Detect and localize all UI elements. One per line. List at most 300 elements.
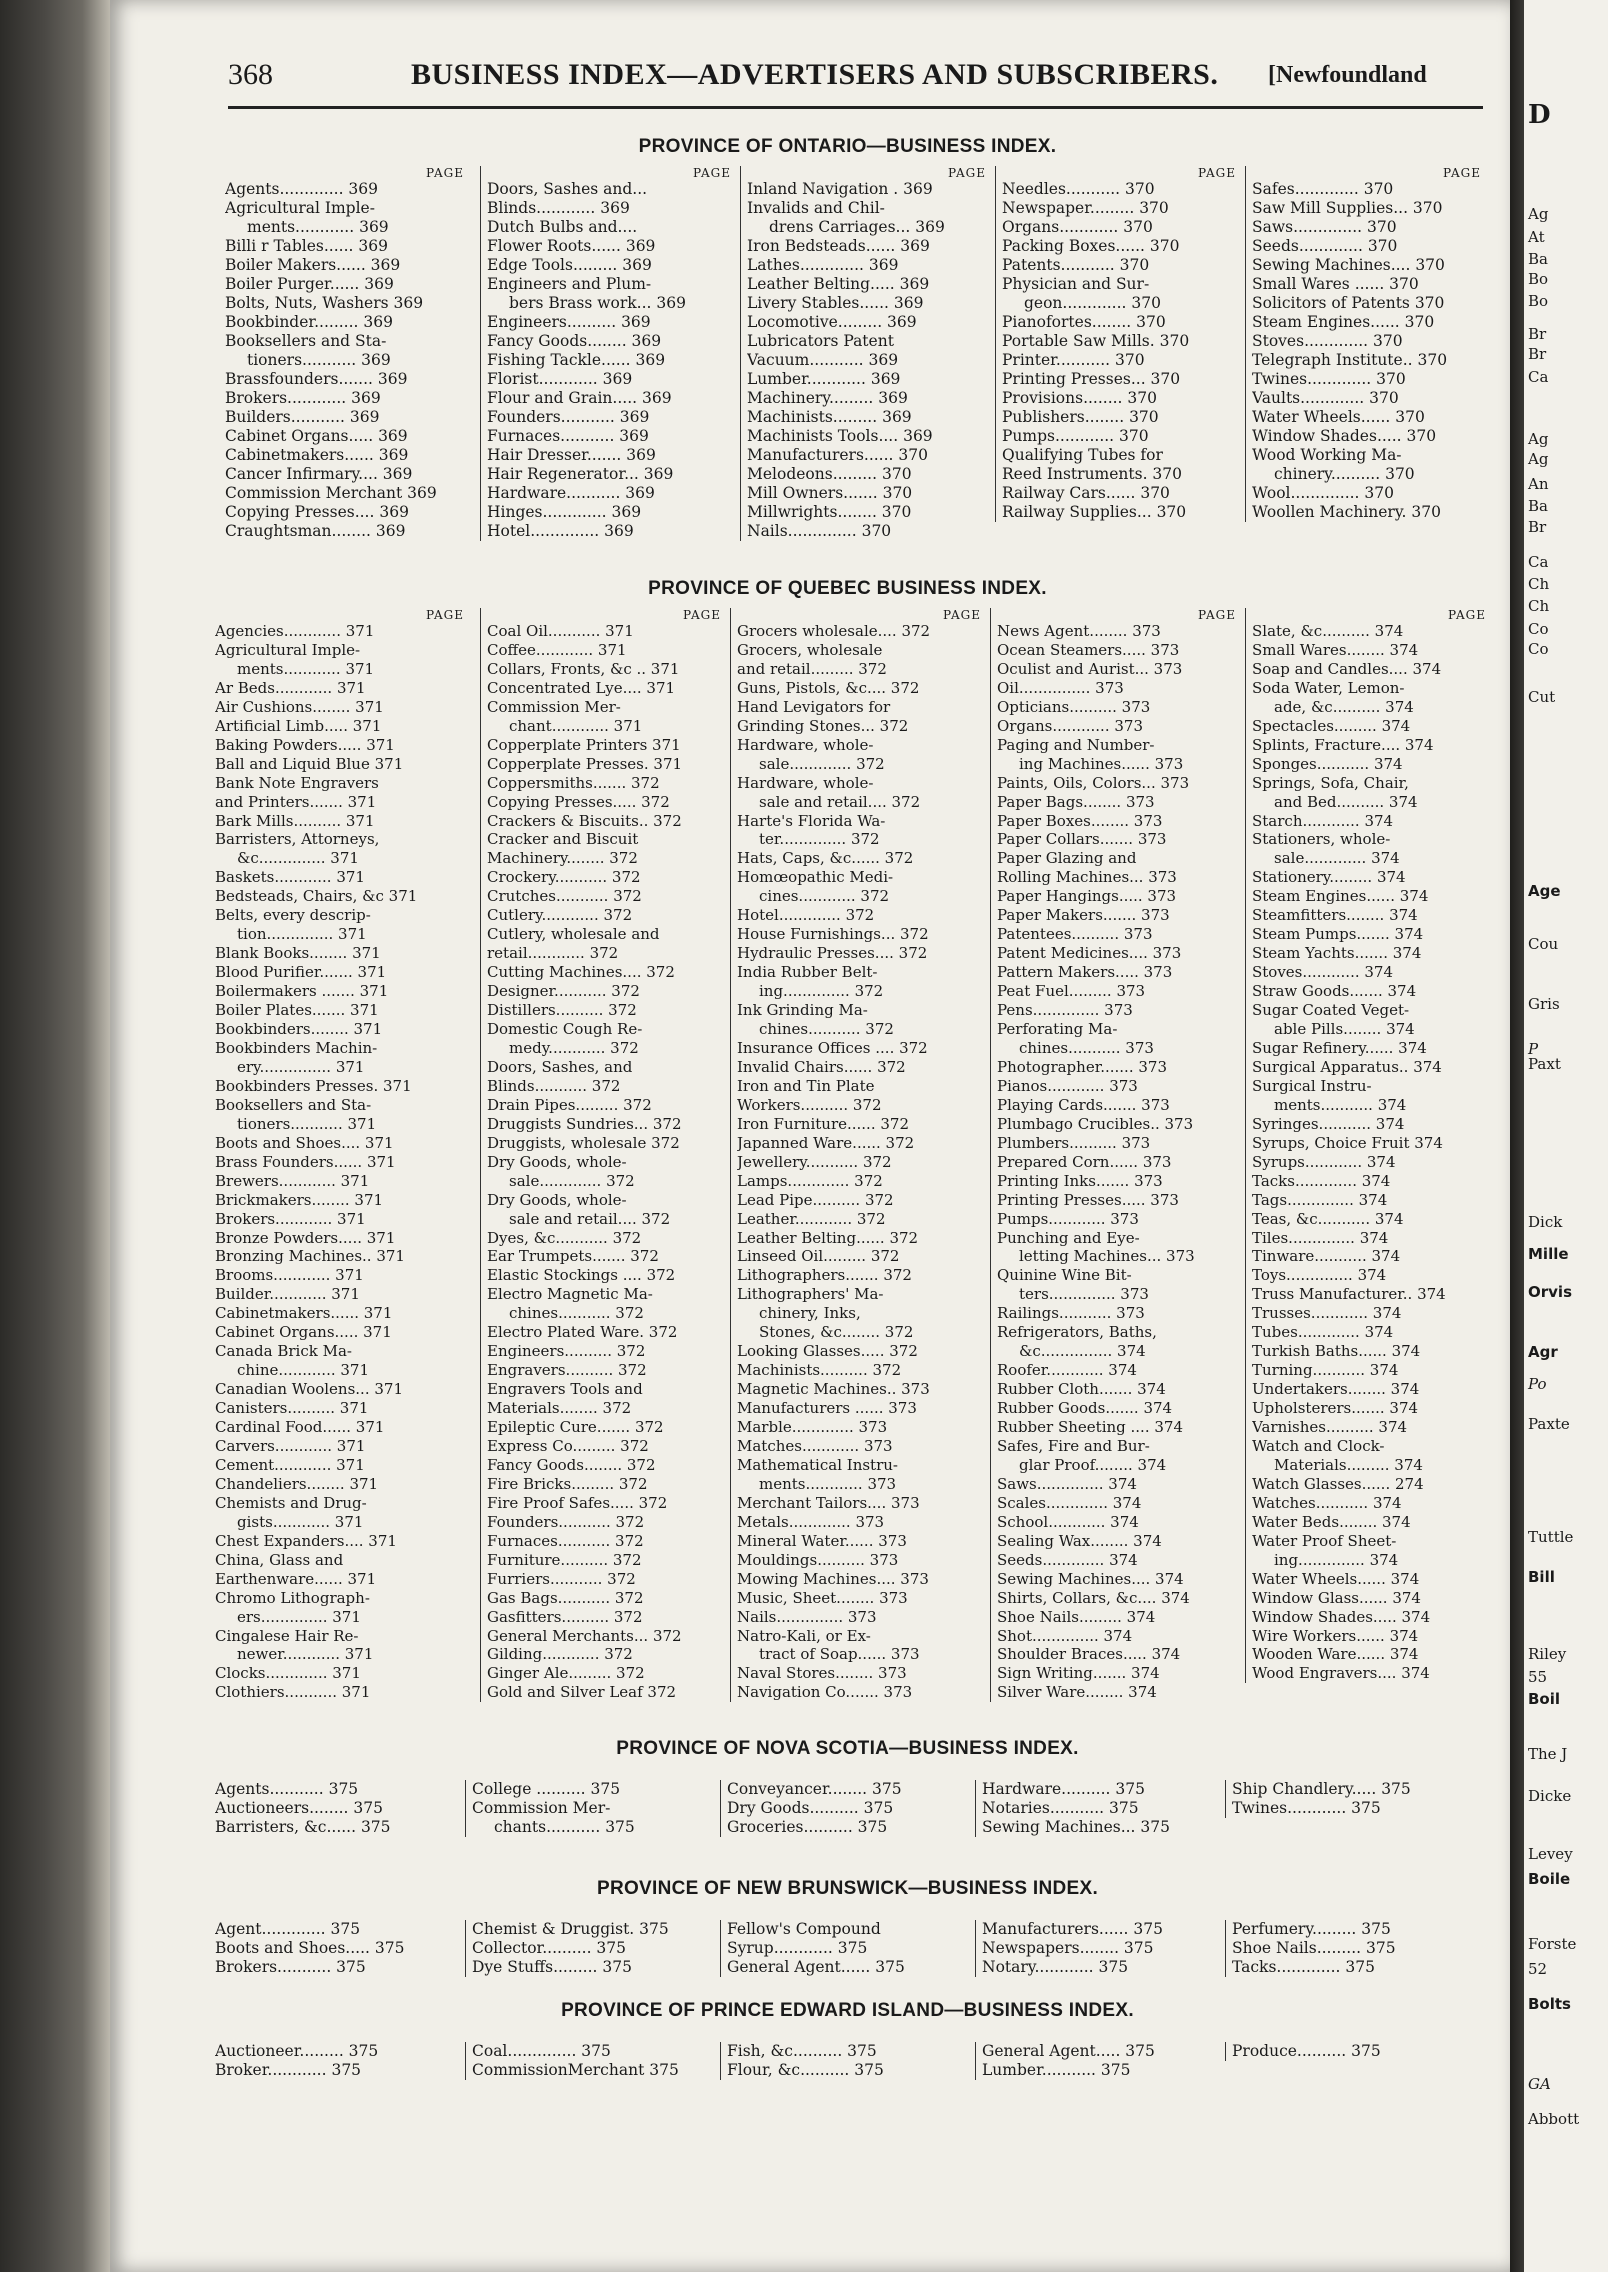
adjacent-page-fragment: Tuttle <box>1528 1528 1574 1546</box>
index-entry: Ink Grinding Ma- <box>737 1001 868 1020</box>
index-entry: Packing Boxes...... 370 <box>1002 237 1180 255</box>
index-entry: Agents............. 369 <box>225 180 379 198</box>
index-entry: Booksellers and Sta- <box>215 1095 372 1114</box>
index-column <box>1245 608 1492 1683</box>
index-entry: News Agent........ 373 <box>997 622 1161 640</box>
section-title: PROVINCE OF NEW BRUNSWICK—BUSINESS INDEX. <box>596 1878 1099 1899</box>
index-entry: Notaries........... 375 <box>982 1799 1139 1817</box>
index-entry: Portable Saw Mills. 370 <box>1002 332 1190 350</box>
index-entry: Chromo Lithograph- <box>215 1588 370 1607</box>
index-entry: Cabinet Organs..... 371 <box>215 1323 392 1342</box>
index-entry: ery............... 371 <box>237 1057 365 1076</box>
index-entry: ments............ 371 <box>237 659 375 678</box>
index-entry: Saws.............. 370 <box>1252 218 1397 236</box>
index-entry: Fellow's Compound <box>727 1920 881 1938</box>
index-entry: Stones, &c........ 372 <box>759 1323 914 1342</box>
adjacent-page-fragment: The J <box>1528 1745 1568 1763</box>
index-entry: Cancer Infirmary.... 369 <box>225 465 413 483</box>
index-entry: Booksellers and Sta- <box>225 332 387 350</box>
index-entry: Fishing Tackle...... 369 <box>487 351 666 369</box>
index-entry: Canada Brick Ma- <box>215 1342 352 1361</box>
adjacent-page-fragment: P <box>1528 1040 1539 1058</box>
index-entry: Coal Oil........... 371 <box>487 622 634 640</box>
index-entry: Edge Tools......... 369 <box>487 256 652 274</box>
index-entry: Boilermakers ....... 371 <box>215 982 389 1001</box>
index-entry: Furnaces........... 372 <box>487 1531 644 1550</box>
index-entry: Barristers, Attorneys, <box>215 830 380 849</box>
index-entry: Dry Goods.......... 375 <box>727 1799 894 1817</box>
adjacent-page-fragment: Po <box>1528 1375 1547 1393</box>
index-entry: Brokers........... 375 <box>215 1958 366 1976</box>
index-entry: Leather Belting..... 369 <box>747 275 930 293</box>
index-entry: Machinists Tools.... 369 <box>747 427 933 445</box>
index-entry: Dye Stuffs......... 375 <box>472 1958 632 1976</box>
index-entry: Shirts, Collars, &c.... 374 <box>997 1588 1190 1607</box>
index-entry: Hats, Caps, &c...... 372 <box>737 849 914 868</box>
index-entry: Founders........... 369 <box>487 408 650 426</box>
adjacent-page-fragment: Levey <box>1528 1845 1573 1863</box>
index-entry: Domestic Cough Re- <box>487 1020 643 1039</box>
index-entry: tract of Soap...... 373 <box>759 1645 920 1664</box>
index-entry: Water Beds........ 374 <box>1252 1512 1411 1531</box>
index-entry: General Agent..... 375 <box>982 2042 1155 2060</box>
index-entry: Coal.............. 375 <box>472 2042 611 2060</box>
index-entry: cines............ 372 <box>759 887 890 906</box>
index-entry: Coppersmiths....... 372 <box>487 773 660 792</box>
index-entry: tioners........... 371 <box>237 1114 377 1133</box>
index-entry: Notary............ 375 <box>982 1958 1129 1976</box>
index-entry: Patentees.......... 373 <box>997 925 1153 944</box>
index-entry: Navigation Co....... 373 <box>737 1683 913 1702</box>
index-entry: Mineral Water...... 373 <box>737 1531 907 1550</box>
index-entry: Hair Regenerator... 369 <box>487 465 674 483</box>
adjacent-page-fragment: Br <box>1528 325 1547 343</box>
index-column <box>975 1920 1222 1977</box>
index-entry: Cement............ 371 <box>215 1455 365 1474</box>
index-entry: Railway Supplies... 370 <box>1002 503 1187 521</box>
index-entry: Boots and Shoes..... 375 <box>215 1939 405 1957</box>
index-entry: Copperplate Presses. 371 <box>487 754 683 773</box>
index-entry: Gilding............ 372 <box>487 1645 633 1664</box>
adjacent-page-fragment: GA <box>1528 2075 1551 2093</box>
index-entry: Tacks............. 375 <box>1232 1958 1375 1976</box>
adjacent-page-fragment: Cut <box>1528 688 1556 706</box>
adjacent-page-fragment: Mille <box>1528 1245 1569 1263</box>
index-entry: drens Carriages... 369 <box>769 218 945 236</box>
index-entry: Agricultural Imple- <box>225 199 375 217</box>
index-entry: Wood Working Ma- <box>1252 446 1402 464</box>
index-column <box>215 1780 455 1837</box>
index-column <box>975 1780 1222 1837</box>
index-entry: Cabinet Organs..... 369 <box>225 427 408 445</box>
index-entry: Guns, Pistols, &c.... 372 <box>737 678 920 697</box>
index-entry: Bookbinders Presses. 371 <box>215 1076 412 1095</box>
index-entry: Blank Books........ 371 <box>215 944 381 963</box>
index-entry: Hotel............. 372 <box>737 906 875 925</box>
index-entry: newer............ 371 <box>237 1645 374 1664</box>
index-entry: Blinds........... 372 <box>487 1076 621 1095</box>
index-entry: sale and retail.... 372 <box>509 1209 671 1228</box>
index-entry: Lithographers....... 372 <box>737 1266 912 1285</box>
index-entry: Carvers............ 371 <box>215 1436 366 1455</box>
index-entry: Saw Mill Supplies... 370 <box>1252 199 1443 217</box>
index-entry: Chemists and Drug- <box>215 1493 367 1512</box>
index-entry: Splints, Fracture.... 374 <box>1252 735 1434 754</box>
index-entry: Starch............ 374 <box>1252 811 1394 830</box>
index-entry: Melodeons......... 370 <box>747 465 912 483</box>
index-entry: Cutlery............ 372 <box>487 906 633 925</box>
index-entry: Brewers............ 371 <box>215 1171 370 1190</box>
index-entry: Sewing Machines... 375 <box>982 1818 1170 1836</box>
index-entry: glar Proof........ 374 <box>1019 1455 1167 1474</box>
adjacent-page-fragment: 52 <box>1528 1960 1548 1978</box>
index-entry: Scales............. 374 <box>997 1493 1142 1512</box>
page-column-label: PAGE <box>1198 608 1236 622</box>
index-entry: Punching and Eye- <box>997 1228 1140 1247</box>
index-entry: Publishers........ 370 <box>1002 408 1159 426</box>
index-entry: Hydraulic Presses.... 372 <box>737 944 928 963</box>
index-entry: Hardware........... 369 <box>487 484 655 502</box>
running-head-province: [Newfoundland <box>1268 62 1427 88</box>
index-entry: Manufacturers...... 375 <box>982 1920 1163 1938</box>
index-entry: Engravers.......... 372 <box>487 1361 647 1380</box>
index-entry: Water Wheels...... 370 <box>1252 408 1425 426</box>
index-entry: Varnishes.......... 374 <box>1252 1418 1408 1437</box>
index-entry: Paging and Number- <box>997 735 1155 754</box>
index-entry: Stationery......... 374 <box>1252 868 1406 887</box>
index-entry: Clocks............. 371 <box>215 1664 361 1683</box>
index-entry: Bookbinders Machin- <box>215 1038 378 1057</box>
index-entry: Canadian Woolens... 371 <box>215 1380 403 1399</box>
index-entry: Bookbinders........ 371 <box>215 1020 383 1039</box>
index-column <box>1245 166 1487 522</box>
index-entry: Machinists.......... 372 <box>737 1361 902 1380</box>
index-entry: Builders........... 369 <box>225 408 380 426</box>
index-entry: Watch and Clock- <box>1252 1436 1385 1455</box>
index-entry: Cabinetmakers...... 369 <box>225 446 409 464</box>
index-entry: Lathes............. 369 <box>747 256 899 274</box>
index-entry: sale............. 372 <box>509 1171 635 1190</box>
index-entry: Harte's Florida Wa- <box>737 811 886 830</box>
index-entry: Mowing Machines.... 373 <box>737 1569 929 1588</box>
index-column <box>215 1920 455 1977</box>
index-entry: Soda Water, Lemon- <box>1252 678 1405 697</box>
index-entry: Cutlery, wholesale and <box>487 925 660 944</box>
index-entry: Printing Presses... 370 <box>1002 370 1181 388</box>
index-entry: Pumps............ 373 <box>997 1209 1139 1228</box>
index-entry: Chandeliers........ 371 <box>215 1474 379 1493</box>
index-entry: Watch Glasses...... 274 <box>1252 1474 1424 1493</box>
index-entry: Pianofortes........ 370 <box>1002 313 1166 331</box>
index-entry: India Rubber Belt- <box>737 963 878 982</box>
index-entry: Chest Expanders.... 371 <box>215 1531 397 1550</box>
index-entry: Dyes, &c........... 372 <box>487 1228 642 1247</box>
index-entry: Commission Merchant 369 <box>225 484 437 502</box>
index-entry: Needles........... 370 <box>1002 180 1155 198</box>
adjacent-page-fragment: Bolts <box>1528 1995 1571 2013</box>
index-entry: retail............ 372 <box>487 944 619 963</box>
index-entry: Sugar Coated Veget- <box>1252 1001 1410 1020</box>
index-entry: Sealing Wax........ 374 <box>997 1531 1162 1550</box>
index-entry: able Pills........ 374 <box>1274 1020 1415 1039</box>
index-entry: Jewellery........... 372 <box>737 1152 892 1171</box>
index-entry: Boiler Plates....... 371 <box>215 1001 379 1020</box>
index-entry: ters.............. 373 <box>1019 1285 1149 1304</box>
index-entry: Undertakers........ 374 <box>1252 1380 1420 1399</box>
index-entry: Blinds............ 369 <box>487 199 630 217</box>
index-entry: Ear Trumpets....... 372 <box>487 1247 659 1266</box>
page-column-label: PAGE <box>948 166 986 180</box>
index-entry: chinery, Inks, <box>759 1304 861 1323</box>
section-title: PROVINCE OF PRINCE EDWARD ISLAND—BUSINESS INDEX. <box>561 2000 1134 2021</box>
adjacent-page-fragment: Dicke <box>1528 1787 1572 1805</box>
index-entry: tion.............. 371 <box>237 925 367 944</box>
index-entry: Lumber........... 375 <box>982 2061 1131 2079</box>
index-entry: Tiles.............. 374 <box>1252 1228 1389 1247</box>
index-entry: Bolts, Nuts, Washers 369 <box>225 294 424 312</box>
index-entry: Steamfitters........ 374 <box>1252 906 1418 925</box>
index-entry: &c.............. 371 <box>237 849 359 868</box>
index-entry: Grocers, wholesale <box>737 640 883 659</box>
index-entry: Doors, Sashes and... <box>487 180 648 198</box>
adjacent-page-fragment: Br <box>1528 518 1547 536</box>
index-entry: Bedsteads, Chairs, &c 371 <box>215 887 418 906</box>
index-entry: Founders........... 372 <box>487 1512 645 1531</box>
index-entry: Dutch Bulbs and.... <box>487 218 638 236</box>
index-entry: Nails.............. 370 <box>747 522 892 540</box>
index-entry: Brickmakers........ 371 <box>215 1190 384 1209</box>
index-entry: Dry Goods, whole- <box>487 1190 627 1209</box>
adjacent-page-fragment: Age <box>1528 882 1561 900</box>
index-entry: Workers.......... 372 <box>737 1095 882 1114</box>
index-entry: Brassfounders....... 369 <box>225 370 408 388</box>
index-entry: Ship Chandlery..... 375 <box>1232 1780 1411 1798</box>
index-entry: Furriers........... 372 <box>487 1569 636 1588</box>
index-entry: Bank Note Engravers <box>215 773 379 792</box>
page-column-label: PAGE <box>426 166 464 180</box>
adjacent-page-fragment: Ch <box>1528 575 1550 593</box>
index-entry: Teas, &c........... 374 <box>1252 1209 1404 1228</box>
index-entry: Insurance Offices .... 372 <box>737 1038 928 1057</box>
index-entry: Opticians.......... 373 <box>997 697 1151 716</box>
index-entry: Crockery........... 372 <box>487 868 641 887</box>
index-entry: Machinery........ 372 <box>487 849 638 868</box>
index-entry: ments........... 374 <box>1274 1095 1407 1114</box>
index-entry: Turning........... 374 <box>1252 1361 1399 1380</box>
index-entry: Paper Bags........ 373 <box>997 792 1155 811</box>
index-entry: Sponges........... 374 <box>1252 754 1403 773</box>
index-entry: Surgical Apparatus.. 374 <box>1252 1057 1442 1076</box>
index-entry: Gas Bags........... 372 <box>487 1588 644 1607</box>
page-column-label: PAGE <box>426 608 464 622</box>
index-entry: Collars, Fronts, &c .. 371 <box>487 659 680 678</box>
adjacent-page-fragment: Ca <box>1528 553 1549 571</box>
index-entry: Trusses............ 374 <box>1252 1304 1402 1323</box>
index-entry: Safes, Fire and Bur- <box>997 1436 1150 1455</box>
index-entry: Epileptic Cure....... 372 <box>487 1418 664 1437</box>
index-entry: Sewing Machines.... 370 <box>1252 256 1445 274</box>
index-entry: Springs, Sofa, Chair, <box>1252 773 1409 792</box>
index-entry: Truss Manufacturer.. 374 <box>1252 1285 1446 1304</box>
index-entry: ments............ 369 <box>247 218 389 236</box>
index-entry: Wire Workers...... 374 <box>1252 1626 1419 1645</box>
index-entry: and retail......... 372 <box>737 659 887 678</box>
index-entry: chines........... 372 <box>759 1020 894 1039</box>
index-entry: Builder............ 371 <box>215 1285 360 1304</box>
index-entry: Blood Purifier....... 371 <box>215 963 387 982</box>
index-entry: Gasfitters.......... 372 <box>487 1607 643 1626</box>
index-entry: Lumber............ 369 <box>747 370 901 388</box>
index-entry: Fancy Goods........ 372 <box>487 1455 656 1474</box>
index-entry: chines........... 373 <box>1019 1038 1154 1057</box>
index-entry: geon............. 370 <box>1024 294 1161 312</box>
index-entry: Refrigerators, Baths, <box>997 1323 1157 1342</box>
index-entry: Pattern Makers..... 373 <box>997 963 1173 982</box>
adjacent-page-fragment: Ca <box>1528 368 1549 386</box>
index-entry: Seeds............. 370 <box>1252 237 1398 255</box>
index-entry: Window Shades..... 370 <box>1252 427 1437 445</box>
adjacent-page-fragment: Paxte <box>1528 1415 1570 1433</box>
index-entry: Japanned Ware...... 372 <box>737 1133 915 1152</box>
index-entry: Small Wares........ 374 <box>1252 640 1419 659</box>
index-entry: Twines............. 370 <box>1252 370 1406 388</box>
index-entry: Designer........... 372 <box>487 982 640 1001</box>
index-entry: Twines............ 375 <box>1232 1799 1381 1817</box>
adjacent-page-fragment: Ag <box>1528 450 1549 468</box>
index-entry: ing Machines...... 373 <box>1019 754 1184 773</box>
index-column <box>990 608 1242 1702</box>
index-entry: Auctioneers........ 375 <box>215 1799 383 1817</box>
index-entry: Agencies............ 371 <box>215 622 375 640</box>
index-entry: Patents........... 370 <box>1002 256 1150 274</box>
index-entry: Brass Founders...... 371 <box>215 1152 396 1171</box>
index-entry: Pens.............. 373 <box>997 1001 1133 1020</box>
index-entry: Electro Magnetic Ma- <box>487 1285 653 1304</box>
index-entry: China, Glass and <box>215 1550 344 1569</box>
index-entry: Groceries.......... 375 <box>727 1818 888 1836</box>
index-entry: Vacuum........... 369 <box>747 351 899 369</box>
index-entry: Crutches........... 372 <box>487 887 642 906</box>
adjacent-page-fragment: Agr <box>1528 1343 1558 1361</box>
index-entry: Railings........... 373 <box>997 1304 1145 1323</box>
index-entry: Engineers.......... 369 <box>487 313 651 331</box>
index-entry: Conveyancer........ 375 <box>727 1780 902 1798</box>
index-entry: Auctioneer......... 375 <box>215 2042 379 2060</box>
index-entry: Mouldings.......... 373 <box>737 1550 899 1569</box>
index-column <box>465 1920 717 1977</box>
index-entry: Lubricators Patent <box>747 332 894 350</box>
index-entry: Agents........... 375 <box>215 1780 359 1798</box>
index-entry: Provisions........ 370 <box>1002 389 1157 407</box>
index-entry: Bookbinder......... 369 <box>225 313 393 331</box>
index-entry: Clothiers........... 371 <box>215 1683 371 1702</box>
index-entry: Copperplate Printers 371 <box>487 735 681 754</box>
index-entry: Commission Mer- <box>487 697 621 716</box>
page-column-label: PAGE <box>1443 166 1481 180</box>
index-entry: Oculist and Aurist... 373 <box>997 659 1183 678</box>
index-entry: Playing Cards....... 373 <box>997 1095 1170 1114</box>
index-entry: Invalid Chairs...... 372 <box>737 1057 906 1076</box>
index-column <box>1225 2042 1472 2061</box>
index-entry: Wooden Ware...... 374 <box>1252 1645 1419 1664</box>
adjacent-page-fragment: Paxt <box>1528 1055 1561 1073</box>
index-entry: Straw Goods....... 374 <box>1252 982 1417 1001</box>
index-column <box>730 608 987 1702</box>
index-entry: Steam Pumps....... 374 <box>1252 925 1424 944</box>
index-entry: bers Brass work... 369 <box>509 294 686 312</box>
index-entry: Fire Proof Safes..... 372 <box>487 1493 668 1512</box>
index-entry: Oil............... 373 <box>997 678 1124 697</box>
index-entry: Tacks............. 374 <box>1252 1171 1391 1190</box>
index-entry: CommissionMerchant 375 <box>472 2061 679 2079</box>
index-entry: Flower Roots...... 369 <box>487 237 656 255</box>
index-entry: Engineers and Plum- <box>487 275 652 293</box>
index-entry: Invalids and Chil- <box>747 199 885 217</box>
index-entry: &c............... 374 <box>1019 1342 1146 1361</box>
index-entry: Tags.............. 374 <box>1252 1190 1388 1209</box>
adjacent-page-fragment: At <box>1528 228 1545 246</box>
adjacent-page-fragment: Boile <box>1528 1870 1571 1888</box>
book-binding <box>0 0 110 2272</box>
index-entry: ing.............. 372 <box>759 982 884 1001</box>
index-entry: Furnaces........... 369 <box>487 427 649 445</box>
index-entry: School............ 374 <box>997 1512 1139 1531</box>
index-entry: Roofer............ 374 <box>997 1361 1137 1380</box>
index-entry: Engineers.......... 372 <box>487 1342 646 1361</box>
page-number: 368 <box>228 58 273 91</box>
index-entry: Leather Belting...... 372 <box>737 1228 919 1247</box>
index-entry: Soap and Candles.... 374 <box>1252 659 1442 678</box>
index-entry: Ball and Liquid Blue 371 <box>215 754 404 773</box>
index-entry: Cardinal Food...... 371 <box>215 1418 385 1437</box>
index-entry: Matches............ 373 <box>737 1436 893 1455</box>
adjacent-page-fragment: Ch <box>1528 597 1550 615</box>
index-entry: Baking Powders..... 371 <box>215 735 395 754</box>
index-entry: Materials........ 372 <box>487 1399 632 1418</box>
index-entry: Marble............. 373 <box>737 1418 888 1437</box>
adjacent-page-fragment: Cou <box>1528 935 1559 953</box>
index-column <box>740 166 992 541</box>
index-entry: Plumbago Crucibles.. 373 <box>997 1114 1194 1133</box>
index-entry: Slate, &c.......... 374 <box>1252 622 1404 640</box>
index-entry: Syrups, Choice Fruit 374 <box>1252 1133 1443 1152</box>
index-entry: Paper Collars....... 373 <box>997 830 1167 849</box>
index-column <box>995 166 1242 522</box>
index-entry: Hardware, whole- <box>737 773 874 792</box>
index-entry: Lithographers' Ma- <box>737 1285 884 1304</box>
index-column <box>465 1780 717 1837</box>
index-entry: Natro-Kali, or Ex- <box>737 1626 871 1645</box>
index-entry: Agent............. 375 <box>215 1920 361 1938</box>
index-entry: Furniture.......... 372 <box>487 1550 642 1569</box>
index-entry: House Furnishings... 372 <box>737 925 929 944</box>
index-entry: Fire Bricks......... 372 <box>487 1474 648 1493</box>
index-entry: Syrup............ 375 <box>727 1939 868 1957</box>
index-entry: Ar Beds............ 371 <box>215 678 366 697</box>
index-entry: College .......... 375 <box>472 1780 621 1798</box>
index-column <box>1225 1780 1472 1818</box>
index-entry: Hotel.............. 369 <box>487 522 634 540</box>
index-entry: Distillers.......... 372 <box>487 1001 637 1020</box>
adjacent-page-fragment: Abbott <box>1528 2110 1580 2128</box>
index-entry: Belts, every descrip- <box>215 906 371 925</box>
index-entry: Grocers wholesale.... 372 <box>737 622 931 640</box>
index-entry: Paper Makers....... 373 <box>997 906 1170 925</box>
index-entry: Machinery......... 369 <box>747 389 908 407</box>
index-entry: Rolling Machines... 373 <box>997 868 1177 887</box>
adjacent-page-fragment: Forste <box>1528 1935 1577 1953</box>
index-entry: and Bed.......... 374 <box>1274 792 1418 811</box>
